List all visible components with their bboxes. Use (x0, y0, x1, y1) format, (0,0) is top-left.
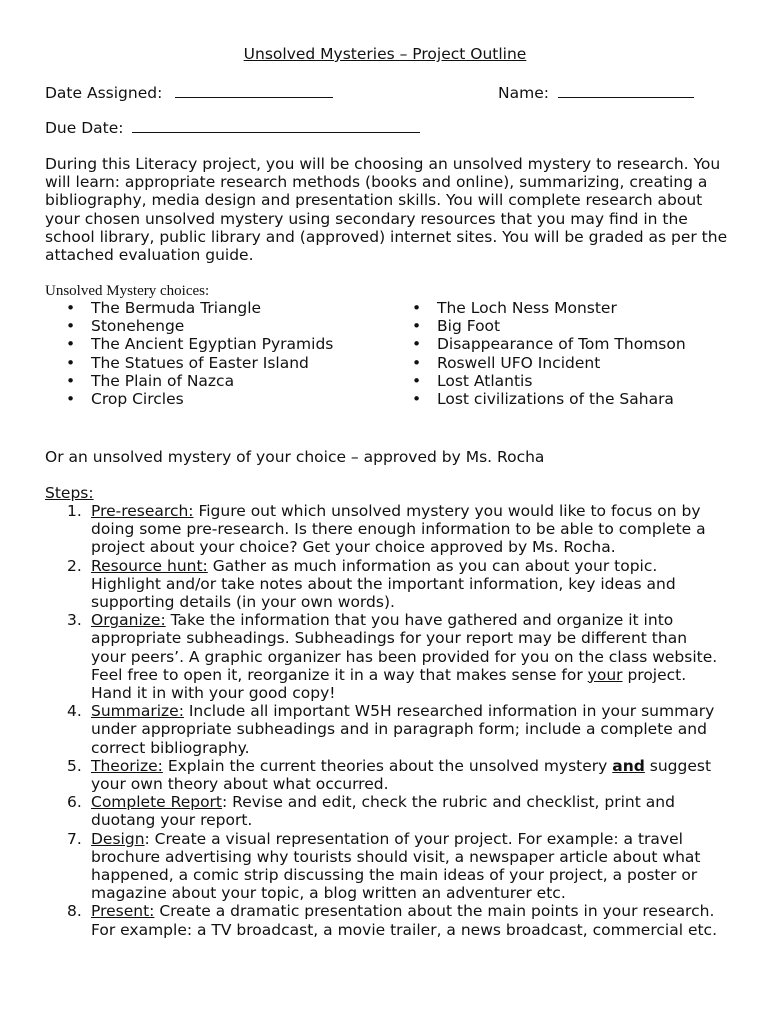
intro-text: During this Literacy project, you will be choosing an unsolved mystery to research. You will learn: appropriate research methods (books and online), summarizing, creating a bibliography, media design and presentation skills. You will complete research about your chosen unsolved mystery using secondary resources that you may find in the school library, public library and (approved) internet sites. You will be graded as per the attached evaluation guide. (45, 155, 728, 265)
step-heading: Pre-research: (91, 502, 194, 520)
step-heading: Theorize: (91, 756, 163, 775)
intro-paragraph (45, 155, 735, 264)
list-item: • The Ancient Egyptian Pyramids (66, 335, 334, 354)
list-item: • Lost Atlantis (412, 371, 533, 390)
step-item (45, 557, 725, 612)
date-assigned-label: Date Assigned: (45, 84, 163, 102)
step-text: Create a dramatic presentation about the main points in your research. For example: a TV broadcast, a movie trailer, a news broadcast, commercial etc. (91, 902, 718, 939)
step-text: Include all important W5H researched information in your summary under appropriate subheadings and in paragraph form; include a complete and correct bibliography. (91, 702, 715, 757)
bullet-icon: • (66, 371, 76, 390)
bullet-icon: • (66, 299, 76, 317)
step-item (45, 757, 725, 793)
name-row (498, 83, 694, 102)
step-item (45, 793, 725, 829)
bullet-icon: • (66, 317, 76, 336)
list-item: • The Statues of Easter Island (66, 353, 309, 372)
step-heading: Organize: (91, 611, 166, 630)
step-text: Explain the current theories about the unsolved mystery (162, 756, 613, 775)
bullet-icon: • (412, 353, 422, 372)
list-item: • The Bermuda Triangle (66, 299, 262, 317)
bullet-icon: • (412, 371, 422, 390)
step-heading: Resource hunt: (91, 556, 208, 575)
step-item (45, 902, 725, 938)
step-text: project. Hand it in with your good copy! (91, 665, 687, 703)
list-item: • Lost civilizations of the Sahara (412, 390, 674, 409)
step-number: 6. (67, 793, 82, 812)
list-item: • Roswell UFO Incident (412, 353, 601, 372)
step-number: 8. (67, 902, 82, 921)
step-text: : Revise and edit, check the rubric and checklist, print and duotang your report. (91, 793, 675, 830)
steps-heading: Steps: (45, 484, 94, 502)
name-blank (558, 83, 694, 98)
step-item (45, 830, 725, 903)
bullet-icon: • (66, 390, 76, 409)
choices-list-right (412, 299, 686, 408)
list-item: • Stonehenge (66, 317, 185, 336)
bullet-icon: • (66, 335, 76, 354)
bullet-icon: • (66, 353, 76, 372)
step-heading: Complete Report (91, 793, 223, 812)
step-emphasis: your (587, 665, 623, 684)
step-number: 2. (67, 556, 82, 575)
bullet-icon: • (412, 317, 422, 336)
step-number: 3. (67, 611, 82, 630)
step-number: 5. (67, 756, 82, 775)
due-date-label: Due Date: (45, 119, 124, 137)
due-date-row (45, 118, 420, 137)
step-emphasis: and (612, 756, 645, 775)
step-heading: Design (91, 829, 145, 848)
bullet-icon: • (412, 390, 422, 409)
date-assigned-blank (175, 83, 333, 98)
step-number: 4. (67, 702, 82, 721)
step-text: : Create a visual representation of your project. For example: a travel brochure advertising why tourists should visit, a newspaper article about what happened, a comic strip discussing the main ideas of your project, a poster or magazine about your topic, a blog written an adventurer etc. (91, 829, 701, 903)
step-text: Gather as much information as you can about your topic. Highlight and/or take notes about the important information, key ideas and supporting details (in your own words). (91, 556, 676, 612)
choices-label: Unsolved Mystery choices: (45, 283, 210, 299)
step-text: Figure out which unsolved mystery you would like to focus on by doing some pre-research. Is there enough information to be able to complete a project about your choice? Get your choice approved by Ms. Rocha. (91, 502, 706, 557)
steps-list (45, 502, 725, 939)
other-choice-text: Or an unsolved mystery of your choice – approved by Ms. Rocha (45, 448, 545, 466)
step-item (45, 502, 725, 557)
list-item: • Disappearance of Tom Thomson (412, 335, 686, 354)
name-label: Name: (498, 84, 549, 102)
bullet-icon: • (412, 299, 422, 317)
step-heading: Summarize: (91, 702, 184, 721)
step-item (45, 702, 725, 757)
list-item: • The Plain of Nazca (66, 371, 235, 390)
step-text: suggest your own theory about what occurred. (91, 756, 712, 794)
list-item: • Crop Circles (66, 390, 184, 409)
due-date-blank (132, 118, 420, 133)
bullet-icon: • (412, 335, 422, 354)
step-item (45, 611, 725, 702)
step-number: 1. (67, 502, 82, 520)
choices-list-left (66, 299, 333, 408)
list-item: • Big Foot (412, 317, 501, 336)
date-assigned-row (45, 83, 333, 102)
list-item: • The Loch Ness Monster (412, 299, 617, 317)
step-text: Take the information that you have gathered and organize it into appropriate subheadings. Subheadings for your report may be different than your peers’. A graphic organizer has been provided for you on the class website. Feel free to open it, reorganize it in a way that makes sense for (91, 611, 718, 684)
step-heading: Present: (91, 902, 155, 921)
step-number: 7. (67, 829, 82, 848)
page-title: Unsolved Mysteries – Project Outline (243, 45, 527, 63)
